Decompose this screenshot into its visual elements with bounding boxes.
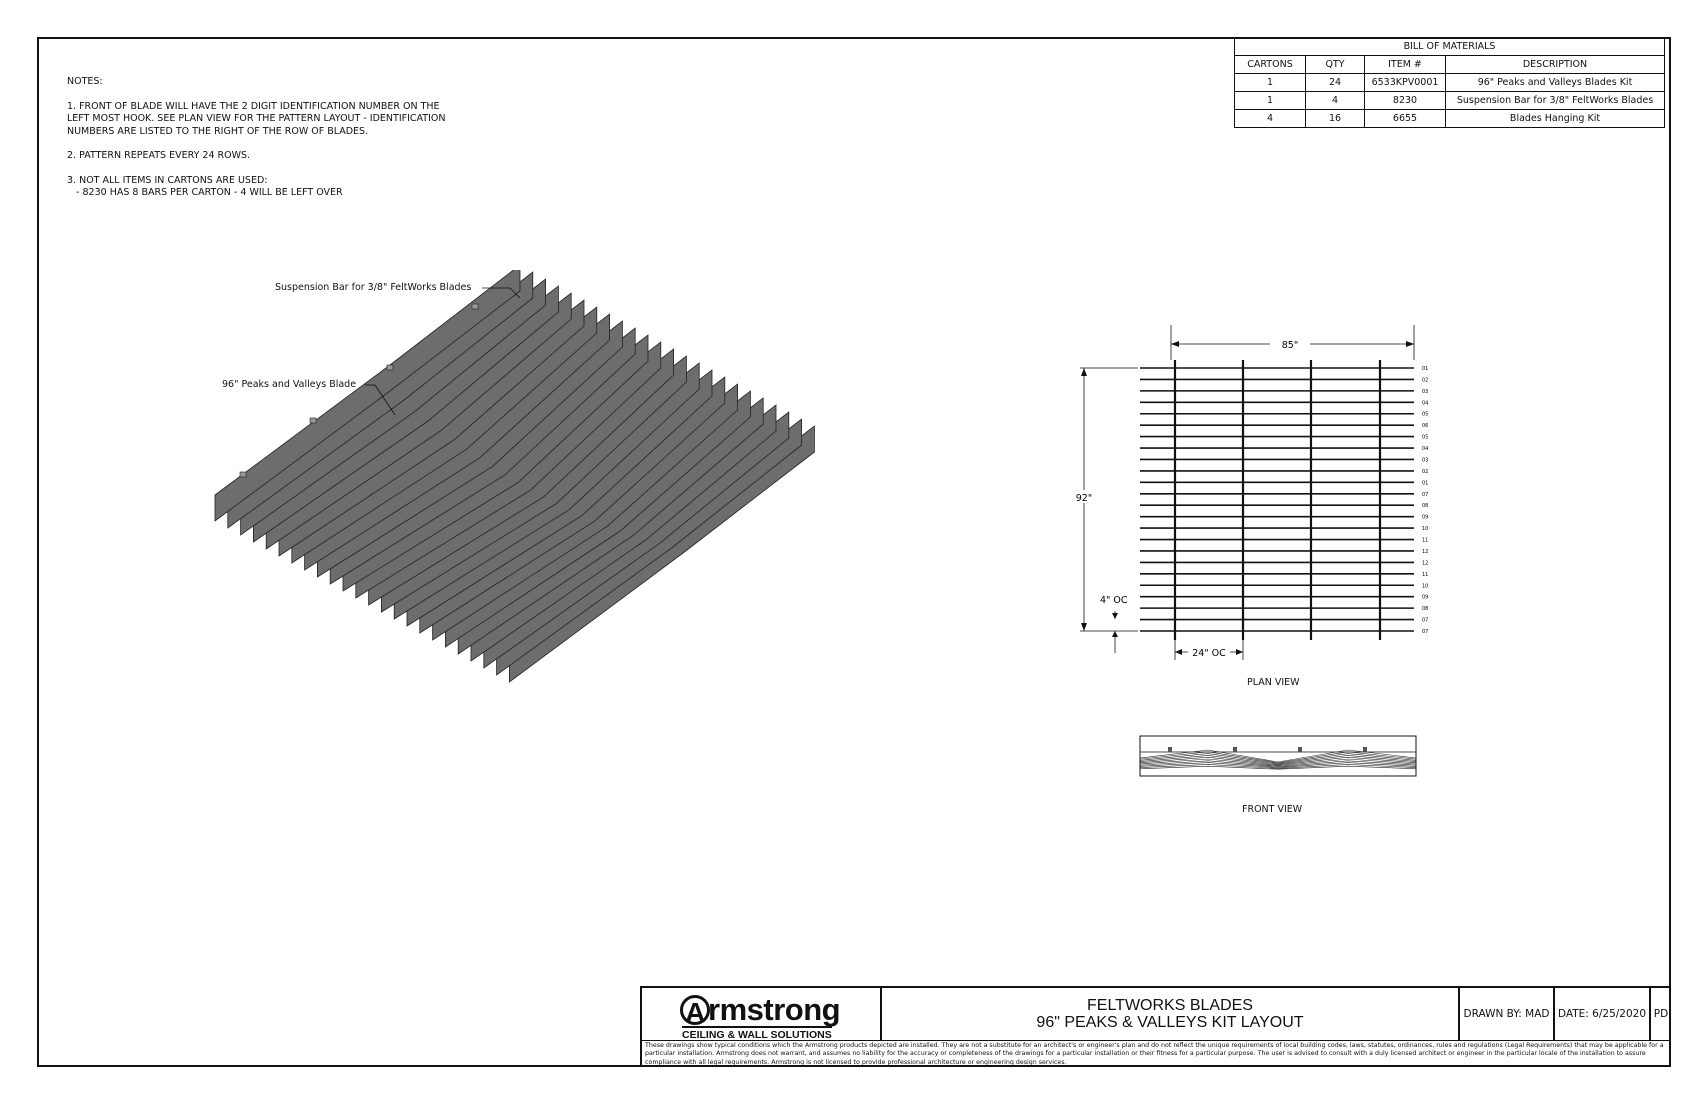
- notes-heading: NOTES:: [67, 76, 103, 87]
- row-id-label: 06: [1422, 423, 1429, 430]
- note-3a: 3. NOT ALL ITEMS IN CARTONS ARE USED:: [67, 174, 268, 186]
- row-id-label: 09: [1422, 514, 1429, 521]
- note-1b: LEFT MOST HOOK. SEE PLAN VIEW FOR THE PATTERN LAYOUT - IDENTIFICATION: [67, 113, 446, 124]
- plan-view-title: PLAN VIEW: [1247, 677, 1300, 688]
- drawn-by: DRAWN BY: MAD: [1460, 988, 1555, 1040]
- notes-block: [67, 76, 445, 200]
- suspension-bar-hook: [472, 304, 478, 309]
- width-dimension-text: 85": [1281, 340, 1299, 351]
- bom-row: [1235, 74, 1665, 92]
- bom-header-item: ITEM #: [1365, 56, 1446, 74]
- title-block: [640, 986, 1671, 1067]
- drawing-code: PD: [1653, 1008, 1669, 1020]
- bom-cell: Suspension Bar for 3/8" FeltWorks Blades: [1446, 92, 1665, 110]
- front-hook: [1233, 747, 1237, 752]
- row-id-label: 10: [1422, 526, 1429, 533]
- front-hook: [1298, 747, 1302, 752]
- suspension-bar-hook: [387, 365, 393, 370]
- drawing-date: DATE: 6/25/2020: [1555, 988, 1651, 1040]
- bom-row: [1235, 110, 1665, 128]
- suspension-bar-hook: [310, 418, 316, 423]
- note-3b: - 8230 HAS 8 BARS PER CARTON - 4 WILL BE LEFT OVER: [67, 187, 343, 198]
- row-id-label: 07: [1422, 491, 1429, 498]
- bar-spacing-text: 24" OC: [1192, 648, 1226, 659]
- logo-wordmark: A rmstrong: [680, 992, 840, 1028]
- row-id-label: 01: [1422, 366, 1429, 372]
- bom-cell: 96" Peaks and Valleys Blades Kit: [1446, 74, 1665, 92]
- note-1a: 1. FRONT OF BLADE WILL HAVE THE 2 DIGIT IDENTIFICATION NUMBER ON THE: [67, 100, 440, 112]
- note-2: 2. PATTERN REPEATS EVERY 24 ROWS.: [67, 150, 251, 161]
- bom-cell: 4: [1306, 92, 1365, 110]
- drawing-title-line1: FELTWORKS BLADES: [1087, 997, 1253, 1014]
- armstrong-logo: [642, 988, 882, 1040]
- drawing-title: [882, 988, 1460, 1040]
- row-id-label: 08: [1422, 503, 1429, 510]
- bom-cell: 6533KPV0001: [1365, 74, 1446, 92]
- row-id-label: 12: [1422, 548, 1429, 555]
- row-id-label: 11: [1422, 537, 1429, 544]
- bom-header-cartons: CARTONS: [1235, 56, 1306, 74]
- note-1c: NUMBERS ARE LISTED TO THE RIGHT OF THE ROW OF BLADES.: [67, 125, 369, 137]
- logo-tagline: CEILING & WALL SOLUTIONS: [682, 1026, 832, 1041]
- bom-cell: 1: [1235, 74, 1306, 92]
- bom-cell: Blades Hanging Kit: [1446, 110, 1665, 128]
- bom-cell: 4: [1235, 110, 1306, 128]
- bom-cell: 8230: [1365, 92, 1446, 110]
- bom-cell: 6655: [1365, 110, 1446, 128]
- row-id-label: 04: [1422, 400, 1429, 407]
- plan-view-drawing: [1060, 320, 1440, 670]
- disclaimer-text: These drawings show typical conditions which the Armstrong products depicted are installed. They are not a substitute for an architect's or engineer's plan and do not reflect the unique requirements of local building codes, laws, statutes, ordinances, rules and regulations (Legal Requirements) that may be applicable for a particular installation. Armstrong does not warrant, and assumes no liability for the accuracy or completeness of the drawings for a particular installation or their fitness for a particular purpose. The user is advised to consult with a duly licensed architect or engineer in the particular locale of the installation to assure compliance with all legal requirements. Armstrong is not licensed to provide professional architecture or engineering design services.: [642, 1040, 1671, 1067]
- bom-cell: 24: [1306, 74, 1365, 92]
- row-id-label: 10: [1422, 583, 1429, 590]
- bom-title: BILL OF MATERIALS: [1235, 38, 1665, 56]
- front-view-title: FRONT VIEW: [1242, 804, 1303, 815]
- bill-of-materials-table: [1234, 37, 1665, 128]
- row-id-label: 08: [1422, 606, 1429, 613]
- row-id-label: 12: [1422, 560, 1429, 567]
- bom-cell: 1: [1235, 92, 1306, 110]
- row-id-label: 03: [1422, 388, 1429, 395]
- row-id-label: 03: [1422, 457, 1429, 464]
- row-id-label: 02: [1422, 468, 1429, 475]
- bom-header-qty: QTY: [1306, 56, 1365, 74]
- front-hook: [1168, 747, 1172, 752]
- suspension-bar-callout: Suspension Bar for 3/8" FeltWorks Blades: [275, 282, 472, 293]
- row-spacing-text: 4" OC: [1100, 595, 1128, 606]
- row-id-label: 11: [1422, 571, 1429, 578]
- bom-cell: 16: [1306, 110, 1365, 128]
- front-hook: [1363, 747, 1367, 752]
- height-dimension-text: 92": [1075, 493, 1093, 504]
- row-id-label: 07: [1422, 629, 1429, 635]
- row-id-label: 07: [1422, 617, 1429, 624]
- row-id-label: 09: [1422, 594, 1429, 601]
- bom-row: [1235, 92, 1665, 110]
- isometric-blade-view: [200, 270, 920, 740]
- row-id-label: 05: [1422, 434, 1429, 441]
- drawing-title-line2: 96" PEAKS & VALLEYS KIT LAYOUT: [1036, 1014, 1304, 1031]
- row-id-label: 04: [1422, 446, 1429, 453]
- blade-callout: 96" Peaks and Valleys Blade: [222, 379, 357, 390]
- bom-header-description: DESCRIPTION: [1446, 56, 1665, 74]
- row-id-label: 05: [1422, 411, 1429, 418]
- row-id-label: 01: [1422, 480, 1429, 487]
- suspension-bar-hook: [240, 472, 246, 477]
- row-id-label: 02: [1422, 377, 1429, 384]
- front-view-drawing: [1138, 732, 1418, 782]
